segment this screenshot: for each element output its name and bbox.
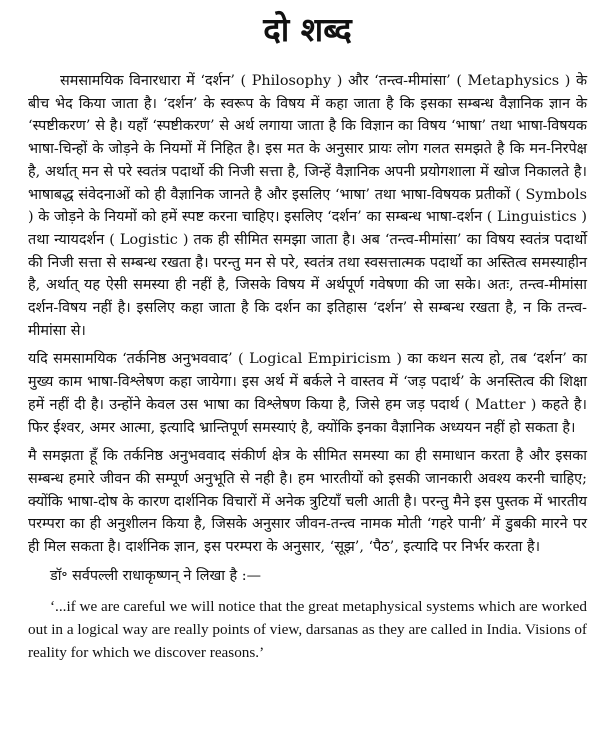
quote-attribution: डॉ॰ सर्वपल्ली राधाकृष्णन् ने लिखा है :— — [50, 567, 261, 584]
paragraph-1: समसामयिक विनारधारा में ‘दर्शन’ ( Philosophy ) और ‘तन्त्व-मीमांसा’ ( Metaphysics ) के बीच भेद किया जाता है। ‘दर्शन’ के स्वरूप के विषय में कहा जाता है कि इसका सम्बन्ध वैज्ञानिक ज्ञान के ‘स्पष्टीकरण’ से है। यहाँ ‘स्पष्टीकरण’ से अर्थ लगाया जाता है कि विज्ञान का विषय ‘भाषा’ तथा भाषा-विषयक भाषा-चिन्हों के जोड़ने के नियमों में निहित है। इस मत के अनुसार प्रायः लोग गलत समझते है कि मन-निरपेक्ष है, अर्थात् मन से परे स्वतंत्र पदार्थो की निजी सत्ता है, जिन्हें वैज्ञानिक अपनी प्रयोगशाला में खोज निकालते है। भाषाबद्ध संवेदनाओं को ही वैज्ञानिक जानते है और इसलिए ‘भाषा’ तथा भाषा-विषयक प्रतीकों ( Symbols ) के जोड़ने के नियमों को हमें स्पष्ट करना चाहिए। इसलिए ‘दर्शन’ का सम्बन्ध भाषा-दर्शन ( Linguistics ) तथा न्यायदर्शन ( Logistic ) तक ही सीमित समझा जाता है। अब ‘तन्त्व-मीमांसा’ का विषय स्वतंत्र पदार्थो की निजी सत्ता से सम्बन्ध रखता है। परन्तु मन से परे, स्वतंत्र तथा स्वसत्तात्मक पदार्थो का अस्तित्व समस्याहीन है, अर्थात् यह ऐसी समस्या ही नहीं है, जिसके विषय में अर्थपूर्ण गवेषणा की जा सके। अतः, तन्त्व-मीमांसा दर्शन-विषय नहीं है। इसलिए कहा जाता है कि दर्शन का इतिहास ‘दर्शन’ से सम्बन्ध रखता है, न कि तन्त्व-मीमांसा से। — [28, 73, 587, 339]
block-quote: ‘...if we are careful we will notice that the great metaphysical systems which are worked out in a logical way are really points of view, darsanas as they are called in India. Visions of reality for which we discover reasons.’ — [28, 597, 587, 661]
paragraph-3: मै समझता हूँ कि तर्कनिष्ठ अनुभववाद संकीर्ण क्षेत्र के सीमित समस्या का ही समाधान करता है और इसका सम्बन्ध हमारे जीवन की सम्पूर्ण अनुभूति से नही है। हम भारतीयों को इसकी जानकारी अवश्य करनी चाहिए; क्योंकि भाषा-दोष के कारण दार्शनिक विचारों में अनेक त्रुटियाँ चली आती है। परन्तु मैने इस पुस्तक में भारतीय परम्परा का ही अनुशीलन किया है, जिसके अनुसार जीवन-तन्त्व नामक मोती ‘गहरे पानी’ में डुबकी मारने पर ही मिल सकता है। दार्शनिक ज्ञान, इस परम्परा के अनुसार, ‘सूझ’, ‘पैठ’, इत्यादि पर निर्भर करता है। — [28, 448, 587, 556]
paragraph-2: यदि समसामयिक ‘तर्कनिष्ठ अनुभववाद’ ( Logical Empiricism ) का कथन सत्य हो, तब ‘दर्शन’ का मुख्य काम भाषा-विश्लेषण कहा जायेगा। इस अर्थ में बर्कले ने वास्तव में ‘जड़ पदार्थ’ के अनस्तित्व की शिक्षा हमें नहीं दी है। उन्होंने केवल उस भाषा का विश्लेषण किया है, जिसे हम जड़ पदार्थ ( Matter ) कहते है। फिर ईश्वर, अमर आत्मा, इत्यादि भ्रान्तिपूर्ण समस्याएं है, क्योंकि इनका वैज्ञानिक अध्ययन नहीं हो सकता है। — [28, 351, 587, 436]
page-title: दो शब्द — [263, 10, 352, 49]
